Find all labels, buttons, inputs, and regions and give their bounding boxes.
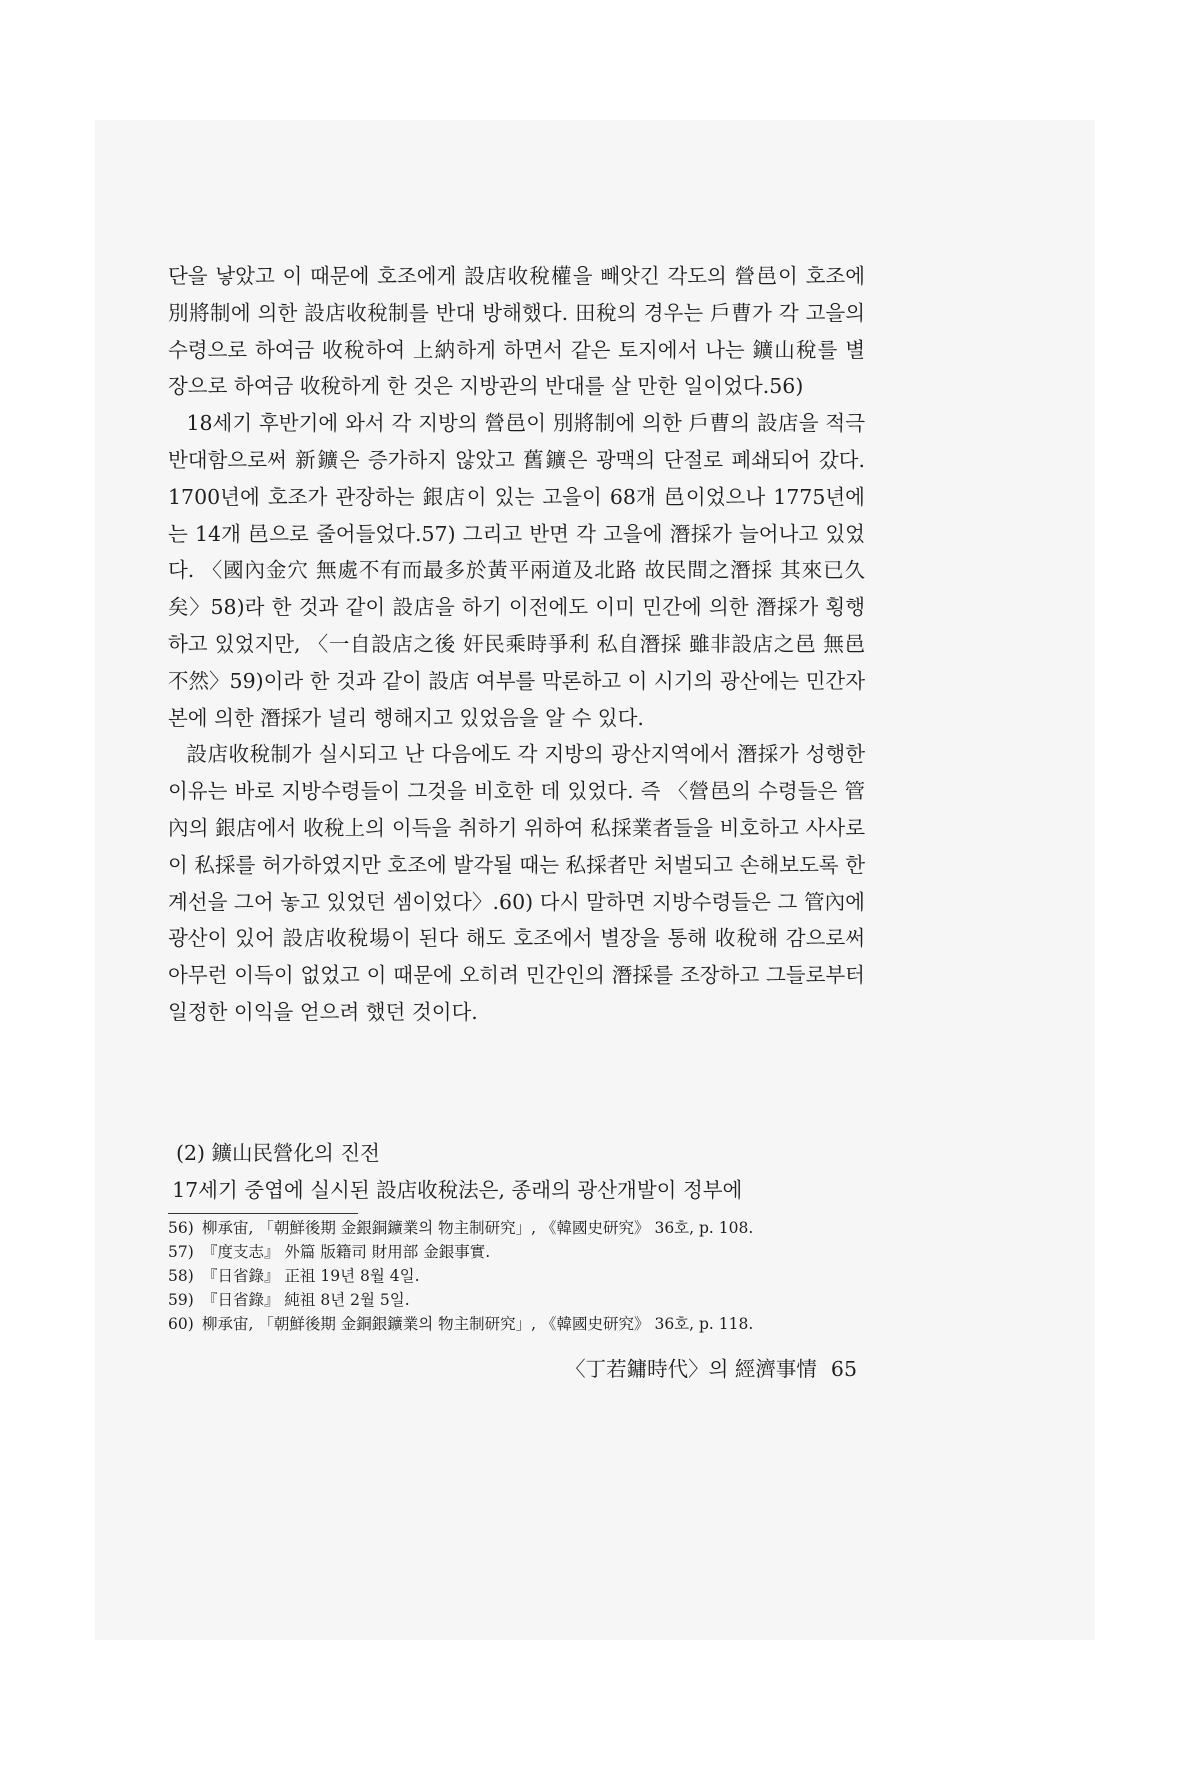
footnote-divider — [168, 1213, 358, 1214]
paragraph: 18세기 후반기에 와서 각 지방의 營邑이 別將制에 의한 戶曹의 設店을 적극 반대함으로써 新鑛은 증가하지 않았고 舊鑛은 광맥의 단절로 폐쇄되어 갔다. 1700년에 호조가 관장하는 銀店이 있는 고을이 68개 邑이었으나 1775년에는 14개 邑으로 줄어들었다.57) 그리고 반면 각 고을에 潛採가 늘어나고 있었다. 〈國內金穴 無處不有而最多於黃平兩道及北路 故民間之潛採 其來已久矣〉58)라 한 것과 같이 設店을 하기 이전에도 이미 민간에 의한 潛採가 횡행하고 있었지만, 〈一自設店之後 奸民乘時爭利 私自潛採 雖非設店之邑 無邑不然〉59)이라 한 것과 같이 設店 여부를 막론하고 이 시기의 광산에는 민간자본에 의한 潛採가 널리 행해지고 있었음을 알 수 있다. — [168, 411, 865, 730]
paragraph: 단을 낳았고 이 때문에 호조에게 設店收稅權을 빼앗긴 각도의 營邑이 호조에 別將制에 의한 設店收稅制를 반대 방해했다. 田稅의 경우는 戶曹가 각 고을의 수령으로 하여금 收稅하여 上納하게 하면서 같은 토지에서 나는 鑛山稅를 별장으로 하여금 收稅하게 한 것은 지방관의 반대를 살 만한 일이었다.56) — [168, 264, 865, 399]
footnote — [168, 1288, 865, 1312]
running-title: 〈丁若鏞時代〉의 經濟事情 — [565, 1357, 817, 1381]
page-number: 65 — [830, 1357, 857, 1381]
running-footer — [557, 1354, 857, 1384]
footnote-number: 60) — [168, 1315, 194, 1333]
footnote — [168, 1240, 865, 1264]
footnote-text: 柳承宙, 「朝鮮後期 金銅銀鑛業의 物主制研究」, 《韓國史研究》 36호, p. 118. — [202, 1315, 754, 1333]
footnote-text: 『度支志』 外篇 版籍司 財用部 金銀事實. — [202, 1243, 491, 1261]
body-text — [168, 258, 865, 1031]
footnote-text: 『日省錄』 正祖 19년 8월 4일. — [202, 1267, 420, 1285]
section-lead-paragraph: 17세기 중엽에 실시된 設店收稅法은, 종래의 광산개발이 정부에 — [172, 1177, 743, 1202]
footnote-number: 59) — [168, 1291, 194, 1309]
footnote-number: 57) — [168, 1243, 194, 1261]
footnote — [168, 1264, 865, 1288]
section — [168, 1135, 865, 1209]
footnote-text: 柳承宙, 「朝鮮後期 金銀銅鑛業의 物主制研究」, 《韓國史研究》 36호, p. 108. — [202, 1219, 754, 1237]
footnote-text: 『日省錄』 純祖 8년 2월 5일. — [202, 1291, 410, 1309]
paragraph: 設店收稅制가 실시되고 난 다음에도 각 지방의 광산지역에서 潛採가 성행한 이유는 바로 지방수령들이 그것을 비호한 데 있었다. 즉 〈營邑의 수령들은 管內의 銀店에서 收稅上의 이득을 취하기 위하여 私採業者들을 비호하고 사사로이 私採를 허가하였지만 호조에 발각될 때는 私採者만 처벌되고 손해보도록 한계선을 그어 놓고 있었던 셈이었다〉.60) 다시 말하면 지방수령들은 그 管內에 광산이 있어 設店收稅場이 된다 해도 호조에서 별장을 통해 收稅해 감으로써 아무런 이득이 없었고 이 때문에 오히려 민간인의 潛採를 조장하고 그들로부터 일정한 이익을 얻으려 했던 것이다. — [168, 742, 865, 1024]
footnote-number: 58) — [168, 1267, 194, 1285]
footnote — [168, 1312, 865, 1336]
section-heading: (2) 鑛山民營化의 진전 — [176, 1141, 380, 1165]
footnote — [168, 1216, 865, 1240]
footnote-number: 56) — [168, 1219, 194, 1237]
footnotes — [168, 1216, 865, 1336]
